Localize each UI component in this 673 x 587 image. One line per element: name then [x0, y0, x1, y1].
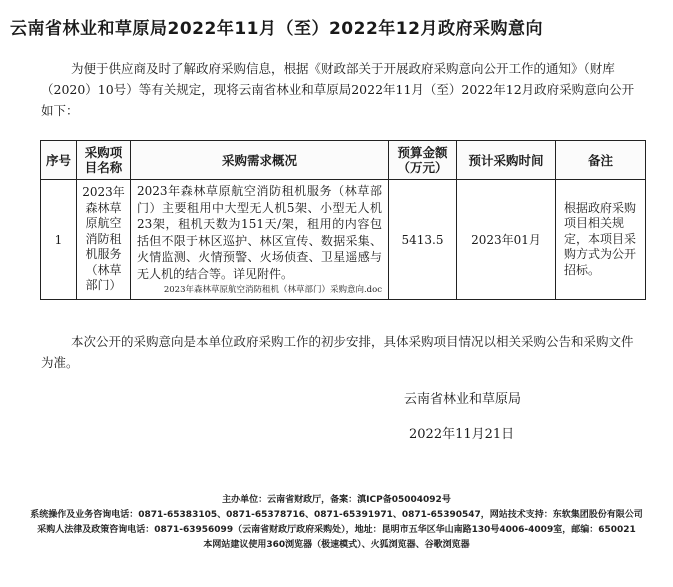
- cell-time: 2023年01月: [457, 180, 556, 300]
- cell-name: 2023年森林草原航空消防租机服务（林草部门）: [77, 180, 131, 300]
- footer-browser-tip: 本网站建议使用360浏览器（极速模式）、火狐浏览器、谷歌浏览器: [203, 540, 470, 550]
- footer-sponsor: 主办单位：云南省财政厅，备案：滇ICP备05004092号: [222, 495, 451, 505]
- summary-text: 2023年森林草原航空消防租机服务（林草部门）主要租用中大型无人机5架、小型无人机23架，租机天数为151天/架，租用的内容包括但不限于林区巡护、林区宣传、数据采集、火情监测、火情预警、火场侦查、卫星遥感与无人机的结合等。详见附件。: [137, 184, 382, 281]
- procurement-table: [40, 140, 646, 300]
- header-time: 预计采购时间: [457, 141, 556, 180]
- header-name: 采购项目名称: [77, 141, 131, 180]
- header-remark: 备注: [556, 141, 646, 180]
- agency-signature: 云南省林业和草原局: [404, 392, 522, 407]
- page-title: 云南省林业和草原局2022年11月（至）2022年12月政府采购意向: [10, 19, 543, 39]
- cell-budget: 5413.5: [389, 180, 457, 300]
- footer-support-phones: 系统操作及业务咨询电话：0871-65383105、0871-65378716、0871-65391971、0871-65390547，网站技术支持：东软集团股份有限公司: [30, 510, 643, 520]
- header-seq: 序号: [41, 141, 77, 180]
- footer-legal-contact: 采购人法律及政策咨询电话：0871-63956099（云南省财政厅政府采购处），地址：昆明市五华区华山南路130号4006-4009室，邮编：650021: [37, 525, 636, 535]
- cell-summary: [131, 180, 389, 300]
- cell-remark: 根据政府采购项目相关规定，本项目采购方式为公开招标。: [556, 180, 646, 300]
- header-summary: 采购需求概况: [131, 141, 389, 180]
- attachment-link[interactable]: 2023年森林草原航空消防租机（林草部门）采购意向.doc: [163, 285, 382, 295]
- publish-date: 2022年11月21日: [409, 427, 515, 442]
- table-header-row: [41, 141, 646, 180]
- intro-paragraph: 为便于供应商及时了解政府采购信息，根据《财政部关于开展政府采购意向公开工作的通知》（财库（2020）10号）等有关规定，现将云南省林业和草原局2022年11月（至）2022年12月政府采购意向公开如下：: [41, 61, 635, 118]
- cell-seq: 1: [41, 180, 77, 300]
- table-row: [41, 180, 646, 300]
- closing-paragraph: 本次公开的采购意向是本单位政府采购工作的初步安排，具体采购项目情况以相关采购公告和采购文件为准。: [41, 334, 634, 370]
- site-footer: [0, 493, 673, 553]
- header-budget: 预算金额（万元）: [389, 141, 457, 180]
